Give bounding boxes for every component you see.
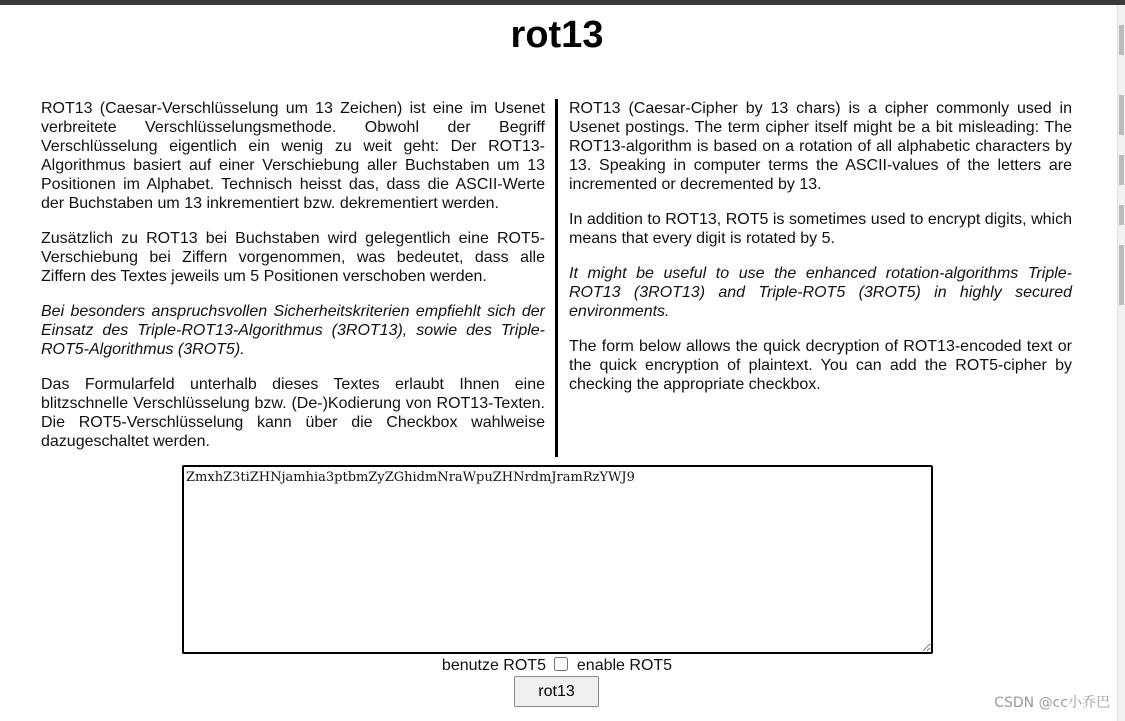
edge-mark bbox=[1119, 155, 1124, 185]
edge-mark bbox=[1119, 25, 1124, 55]
rot5-label-german: benutze ROT5 bbox=[441, 657, 546, 674]
german-paragraph-4: Das Formularfeld unterhalb dieses Textes erlaubt Ihnen eine blitzschnelle Verschlüsselung bzw. (De-)Kodierung von ROT13-Texten. Die ROT5-Verschlüsselung kann über die Checkbox wahlweise dazugeschaltet werden. bbox=[41, 376, 545, 450]
column-divider bbox=[555, 99, 558, 457]
edge-mark bbox=[1119, 205, 1124, 225]
german-description bbox=[41, 99, 545, 467]
page-content bbox=[0, 5, 1118, 721]
english-paragraph-1: ROT13 (Caesar-Cipher by 13 chars) is a cipher commonly used in Usenet postings. The term cipher itself might be a bit misleading: The ROT13-algorithm is based on a rotation of all alphabetic characters by 13. Speaking in computer terms the ASCII-values of the letters are incremented or decremented by 13. bbox=[569, 100, 1072, 193]
edge-mark bbox=[1119, 245, 1124, 305]
page-title: rot13 bbox=[510, 14, 604, 56]
adjacent-window-edge bbox=[1117, 5, 1125, 721]
english-paragraph-2: In addition to ROT13, ROT5 is sometimes used to encrypt digits, which means that every digit is rotated by 5. bbox=[569, 211, 1072, 247]
english-paragraph-3: It might be useful to use the enhanced rotation-algorithms Triple-ROT13 (3ROT13) and Triple-ROT5 (3ROT5) in highly secured environments. bbox=[569, 265, 1072, 320]
rot5-label-english: enable ROT5 bbox=[576, 657, 673, 674]
edge-mark bbox=[1119, 95, 1124, 135]
csdn-watermark: CSDN @cc小乔巴 bbox=[994, 695, 1110, 711]
german-paragraph-2: Zusätzlich zu ROT13 bei Buchstaben wird gelegentlich eine ROT5-Verschiebung bei Ziffern vorgenommen, was bedeutet, dass alle Ziffern des Textes jeweils um 5 Positionen verschoben werden. bbox=[41, 230, 545, 285]
german-paragraph-3: Bei besonders anspruchsvollen Sicherheitskriterien empfiehlt sich der Einsatz des Triple-ROT13-Algorithmus (3ROT13), sowie des Triple-ROT5-Algorithmus (3ROT5). bbox=[41, 303, 545, 358]
rot5-checkbox[interactable] bbox=[554, 657, 568, 671]
english-paragraph-4: The form below allows the quick decryption of ROT13-encoded text or the quick encryption of plaintext. You can add the ROT5-cipher by checking the appropriate checkbox. bbox=[569, 338, 1072, 393]
english-description bbox=[569, 99, 1072, 410]
german-paragraph-1: ROT13 (Caesar-Verschlüsselung um 13 Zeichen) ist eine im Usenet verbreitete Verschlüsselungsmethode. Obwohl der Begriff Verschlüsselung eigentlich ein wenig zu weit geht: Der ROT13-Algorithmus basiert auf einer Verschiebung aller Buchstaben um 13 Positionen im Alphabet. Technisch heisst das, dass die ASCII-Werte der Buchstaben um 13 inkrementiert bzw. dekrementiert werden. bbox=[41, 100, 545, 212]
rot5-option-row bbox=[0, 656, 1114, 676]
rot13-submit-button[interactable]: rot13 bbox=[514, 676, 599, 707]
rot13-text-input[interactable] bbox=[182, 465, 933, 654]
